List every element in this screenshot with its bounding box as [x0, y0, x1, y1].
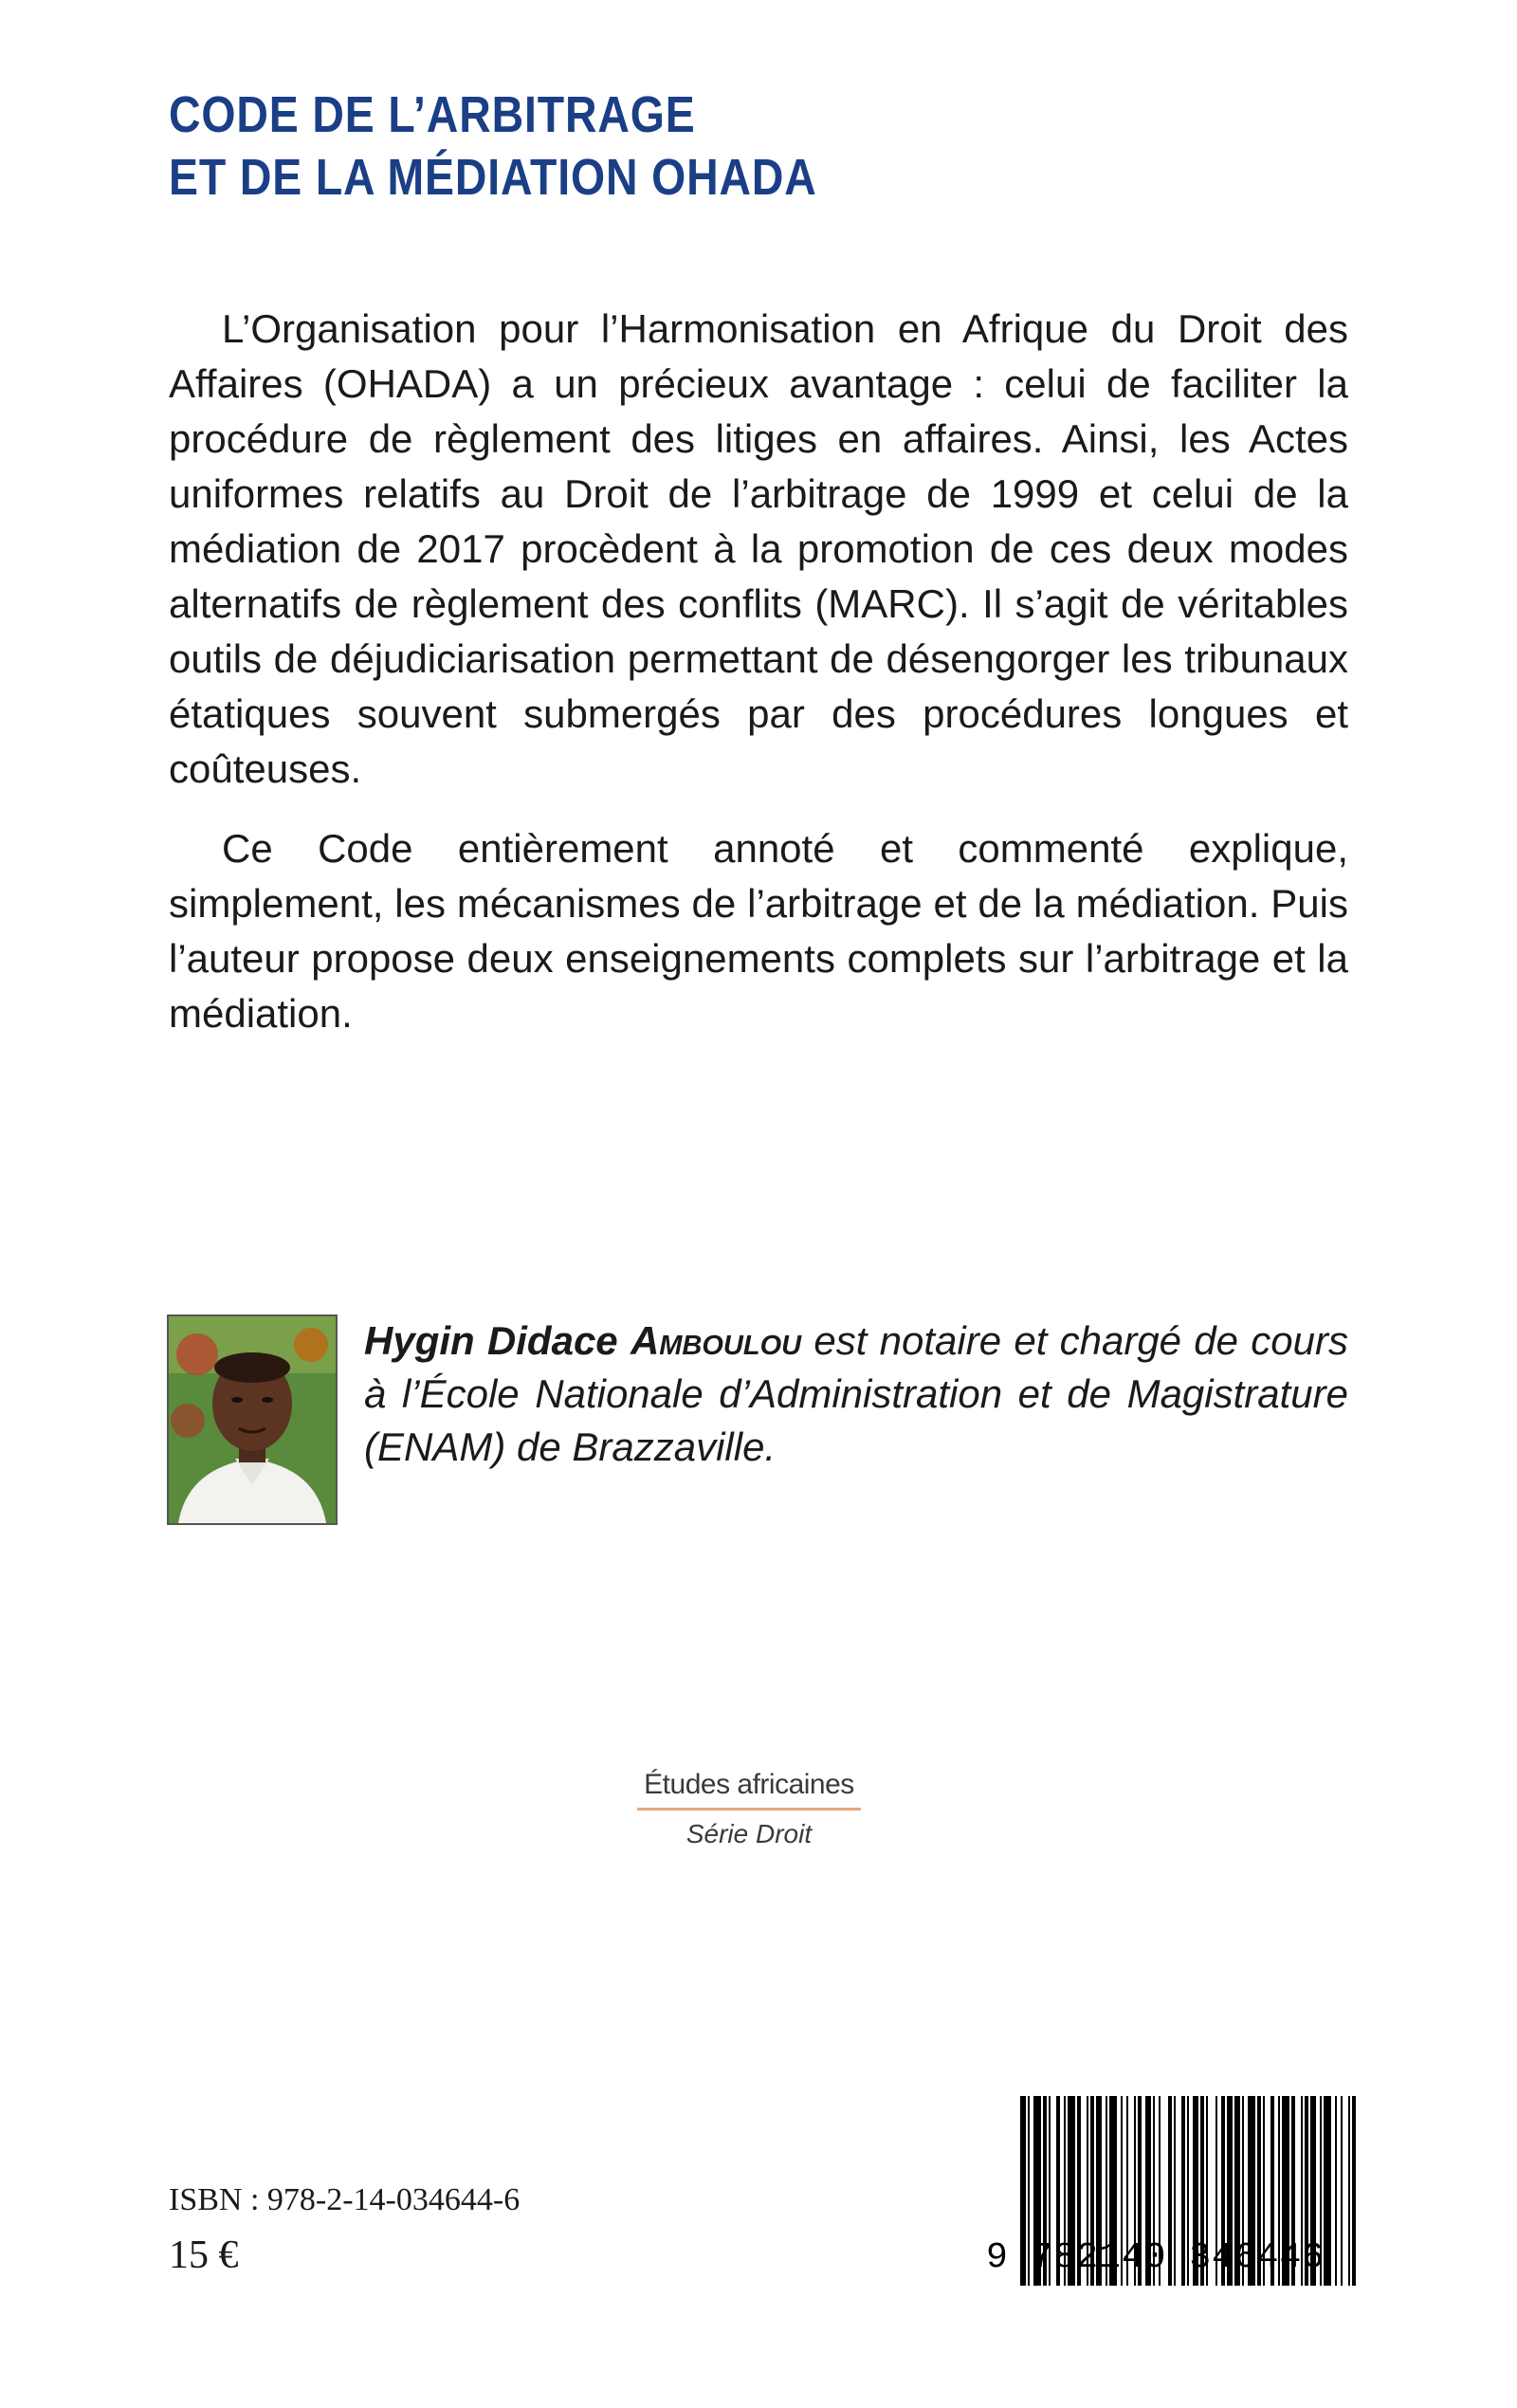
author-bio-text: est notaire et chargé de cours à l’École Nationale d’Administration et de Magistrature (ENAM) de Brazzaville.	[364, 1318, 1348, 1469]
price-label: 15 €	[169, 2233, 239, 2277]
author-photo	[167, 1314, 338, 1525]
author-last-name: Amboulou	[630, 1318, 802, 1363]
author-first-names: Hygin Didace	[364, 1318, 618, 1363]
summary-paragraph-1: L’Organisation pour l’Harmonisation en Afrique du Droit des Affaires (OHADA) a un précieux avantage : celui de faciliter la procédure de règlement des litiges en affaires. Ainsi, les Actes uniformes relatifs au Droit de l’arbitrage de 1999 et celui de la médiation de 2017 procèdent à la promotion de ces deux modes alternatifs de règlement des conflits (MARC). Il s’agit de véritables outils de déjudiciarisation permettant de désengorger les tribunaux étatiques souvent submergés par des procédures longues et coûteuses.	[169, 306, 1348, 791]
author-bio	[364, 1314, 1348, 1474]
author-portrait-illustration	[169, 1316, 336, 1523]
book-title-line-1: CODE DE L’ARBITRAGE	[169, 86, 696, 143]
collection-divider	[637, 1808, 861, 1811]
collection-logo	[637, 1766, 861, 1852]
summary-paragraph-2: Ce Code entièrement annoté et commenté explique, simplement, les mécanismes de l’arbitrage et de la médiation. Puis l’auteur propose deux enseignements complets sur l’arbitrage et la médiation.	[169, 826, 1348, 1036]
book-title	[169, 83, 817, 209]
barcode-digits: 9 782140 346446	[986, 2237, 1325, 2278]
book-title-line-2: ET DE LA MÉDIATION OHADA	[169, 149, 817, 206]
collection-name: Études africaines	[644, 1769, 854, 1800]
isbn-label: ISBN : 978-2-14-034644-6	[169, 2182, 521, 2217]
collection-series: Série Droit	[685, 1819, 813, 1848]
